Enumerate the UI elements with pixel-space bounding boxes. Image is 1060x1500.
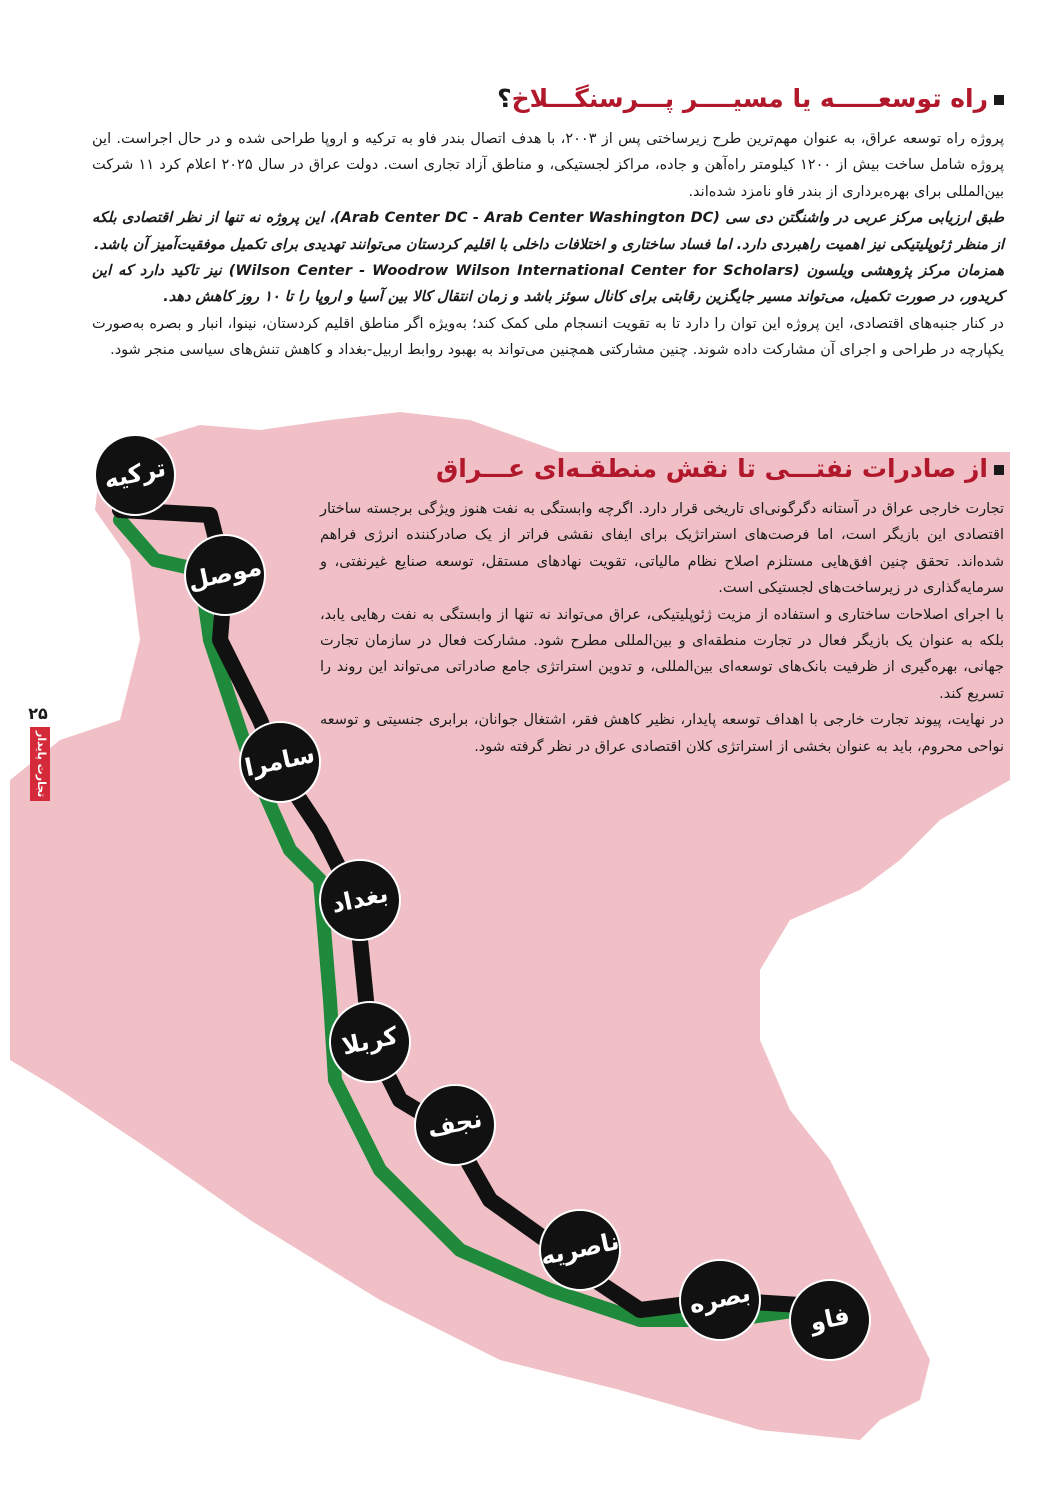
paragraph-bold: همزمان مرکز پژوهشی ویلسون (Wilson Center - Woodrow Wilson International Center for Scholars) نیز تاکید دارد که این کریدور، در صورت تکمیل، می‌تواند مسیر جایگزین رقابتی برای کانال سوئز باشد و زمان انتقال کالا بین آسیا و اروپا را تا ۱۰ روز کاهش دهد.: [92, 263, 1004, 306]
city-label-basra: بصره: [686, 1278, 753, 1320]
city-label-najaf: نجف: [425, 1104, 485, 1144]
page-folio: [26, 704, 50, 801]
section-heading: [320, 452, 1004, 486]
paragraph: تجارت خارجی عراق در آستانه دگرگونی‌ای تاریخی قرار دارد. اگرچه وابستگی به نفت هنوز ویژگی برجسته ساختار اقتصادی این بازیگر است، اما فرصت‌های استراتژیک برای ایفای نقشی فراتر از یک صادرکننده انرژی فراهم شده‌اند. تحقق چنین افق‌هایی مستلزم اصلاح نظام مالیاتی، تقویت نهادهای مستقل، توسعه صنایع غیرنفتی، و سرمایه‌گذاری در زیرساخت‌های لجستیکی است.: [320, 501, 1004, 597]
paragraph-bold: طبق ارزیابی مرکز عربی در واشنگتن دی سی (Arab Center DC - Arab Center Washington DC)، این پروژه نه تنها از نظر اقتصادی بلکه از منظر ژئوپلیتیکی نیز اهمیت راهبردی دارد. اما فساد ساختاری و اختلافات داخلی با اقلیم کردستان می‌توانند تهدیدی برای تکمیل موفقیت‌آمیز آن باشد.: [92, 210, 1004, 253]
heading-text: از صادرات نفتـــی تا نقش منطقـه‌ای عـــراق: [435, 454, 988, 483]
city-label-turkey: ترکیه: [101, 453, 169, 495]
paragraph: در نهایت، پیوند تجارت خارجی با اهداف توسعه پایدار، نظیر کاهش فقر، اشتغال جوانان، برابری جنسیتی و توسعه نواحی محروم، باید به عنوان بخشی از استراتژی کلان اقتصادی عراق در نظر گرفته شود.: [320, 712, 1004, 755]
heading-bullet: [994, 95, 1004, 105]
heading-question-mark: ؟: [497, 84, 512, 113]
heading-bullet: [994, 465, 1004, 475]
paragraph: در کنار جنبه‌های اقتصادی، این پروژه این توان را دارد تا به تقویت انسجام ملی کمک کند؛ به‌ویژه اگر مناطق اقلیم کردستان، نینوا، انبار و بصره به‌صورت یکپارچه در طراحی و اجرای آن مشارکت داده شوند. چنین مشارکتی همچنین می‌تواند به بهبود روابط اربیل-بغداد و کاهش تنش‌های سیاسی منجر شود.: [92, 315, 1004, 359]
city-label-nasiriyah: ناصریه: [537, 1227, 622, 1272]
city-label-baghdad: بغداد: [329, 879, 391, 919]
city-label-samarra: سامرا: [242, 739, 318, 783]
section-oil-exports: [320, 452, 1004, 760]
city-label-mosul: موصل: [185, 552, 265, 596]
city-label-karbala: کربلا: [339, 1021, 401, 1061]
paragraph: پروژه راه توسعه عراق، به عنوان مهم‌ترین طرح زیرساختی پس از ۲۰۰۳، با هدف اتصال بندر فاو به ترکیه و اروپا طراحی شده و در حال اجراست. این پروژه شامل ساخت بیش از ۱۲۰۰ کیلومتر راه‌آهن و جاده، مراکز لجستیکی، و مناطق آزاد تجاری است. دولت عراق در سال ۲۰۲۵ اعلام کرد ۱۱ شرکت بین‌المللی برای بهره‌برداری از بندر فاو نامزد شده‌اند.: [92, 131, 1004, 200]
city-label-faw: فاو: [807, 1301, 853, 1337]
magazine-name: تجارت پایدار: [30, 727, 50, 801]
section-heading: [92, 82, 1004, 116]
section-development-road: [92, 82, 1004, 364]
paragraph: با اجرای اصلاحات ساختاری و استفاده از مزیت ژئوپلیتیکی، عراق می‌تواند نه تنها از وابستگی به نفت رهایی یابد، بلکه به عنوان یک بازیگر فعال در تجارت منطقه‌ای و بین‌المللی مطرح شود. مشارکت فعال در سازمان تجارت جهانی، بهره‌گیری از ظرفیت بانک‌های توسعه‌ای بین‌المللی، و تدوین استراتژی جامع صادراتی می‌تواند این روند را تسریع کند.: [320, 606, 1004, 702]
heading-text: راه توسعـــــه یا مسیــــر پـــرسنگـــلاخ: [511, 84, 988, 113]
page-number: ۲۵: [28, 704, 48, 723]
